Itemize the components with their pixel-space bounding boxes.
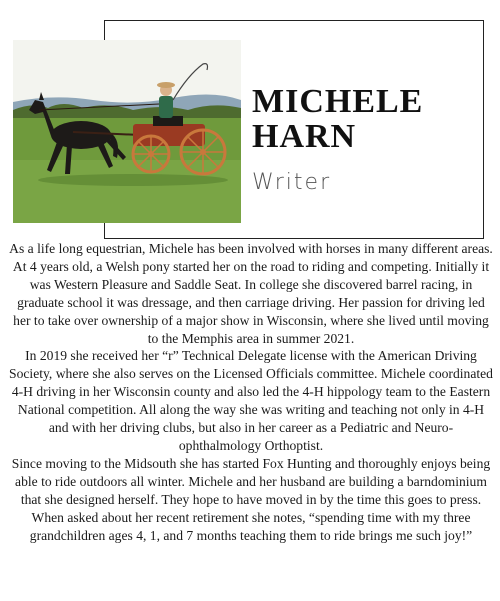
- horse-and-carriage-illustration: [13, 40, 241, 223]
- bio-paragraph: In 2019 she received her “r” Technical Delegate license with the American Driving Society, where she also serves on the Licensed Officials committee. Michele coordinated 4-H driving in her Wisconsin county and also led the 4-H hippology team to the Eastern National competition. All along the way she was writing and teaching not only in 4-H and with her driving clubs, but also in her career as a Pediatric and Neuro-ophthalmology Orthoptist.: [9, 348, 493, 453]
- horse-and-carriage-photo: [13, 40, 241, 223]
- bio-paragraph: Since moving to the Midsouth she has started Fox Hunting and thoroughly enjoys being able to ride outdoors all winter. Michele and her husband are building a barndominium that she designed herself. They hope to have moved in by the time this goes to press. When asked about her recent retirement she notes, “spending time with my three grandchildren ages 4, 1, and 7 months teaching them to ride brings me such joy!”: [11, 455, 491, 543]
- author-role: Writer: [252, 170, 332, 195]
- author-last-name: HARN: [252, 118, 357, 155]
- bio-paragraph: As a life long equestrian, Michele has been involved with horses in many different areas. At 4 years old, a Welsh pony started her on the road to riding and competing. Initially it was Western Pleasure and Saddle Seat. In college she discovered barrel racing, in graduate school it was dressage, and then carriage driving. Her passion for driving led her to take over ownership of a major show in Wisconsin, where she lived until moving to the Memphis area in summer 2021.: [9, 241, 493, 346]
- author-bio: [8, 240, 494, 544]
- author-first-name: MICHELE: [252, 83, 424, 120]
- author-name-block: [252, 84, 423, 195]
